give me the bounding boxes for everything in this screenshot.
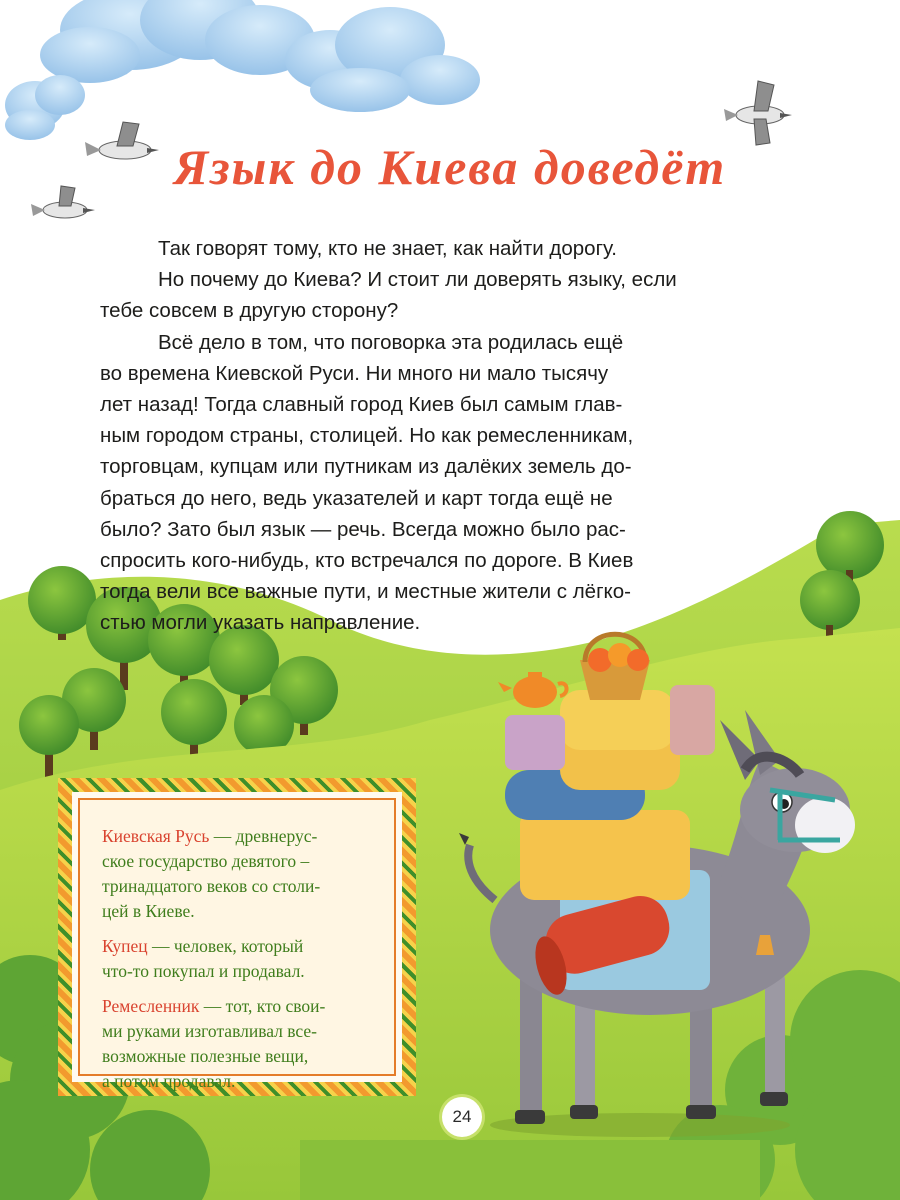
bird-icon	[724, 81, 792, 145]
cloud	[40, 0, 315, 83]
article-text	[100, 233, 805, 639]
page-title: Язык до Киева доведёт	[173, 139, 727, 195]
paragraph: Но почему до Киева? И стоит ли доверять языку, если тебе совсем в другую сторону?	[100, 268, 677, 323]
glossary-entry	[102, 824, 380, 924]
glossary-definition: — человек, который что-то покупал и продавал.	[102, 936, 305, 981]
glossary-box	[58, 778, 416, 1096]
paragraph: Всё дело в том, что поговорка эта родилась ещё во времена Киевской Руси. Ни много ни мало тысячу лет назад! Тогда славный город Киев был самым глав- ным городом страны, столицей. Но как ремесленникам, торговцам, купцам или путникам из далёких земель до- браться до него, ведь указателей и карт тогда ещё не было? Зато был язык — речь. Всегда можно было рас- спросить кого-нибудь, кто встречался по дороге. В Киев тогда вели все важные пути, и местные жители с лёгко- стью могли указать направление.	[100, 330, 634, 635]
glossary-definition: — древнерус- ское государство девятого – тринадцатого веков со столи- цей в Киеве.	[102, 826, 321, 921]
cloud	[5, 75, 85, 140]
glossary-term: Киевская Русь	[102, 826, 210, 846]
paragraph: Так говорят тому, кто не знает, как найти дорогу.	[158, 237, 617, 260]
glossary-entry	[102, 934, 380, 984]
glossary-term: Купец	[102, 936, 148, 956]
glossary-definition: — тот, кто свои- ми руками изготавливал все- возможные полезные вещи, а потом продавал.	[102, 996, 326, 1091]
fruit-basket	[580, 634, 650, 700]
glossary-content	[78, 798, 396, 1091]
cloud	[285, 7, 480, 112]
glossary-entry	[102, 994, 380, 1094]
grass-strip	[300, 1140, 760, 1200]
page-number: 24	[442, 1097, 482, 1137]
glossary-term: Ремесленник	[102, 996, 200, 1016]
